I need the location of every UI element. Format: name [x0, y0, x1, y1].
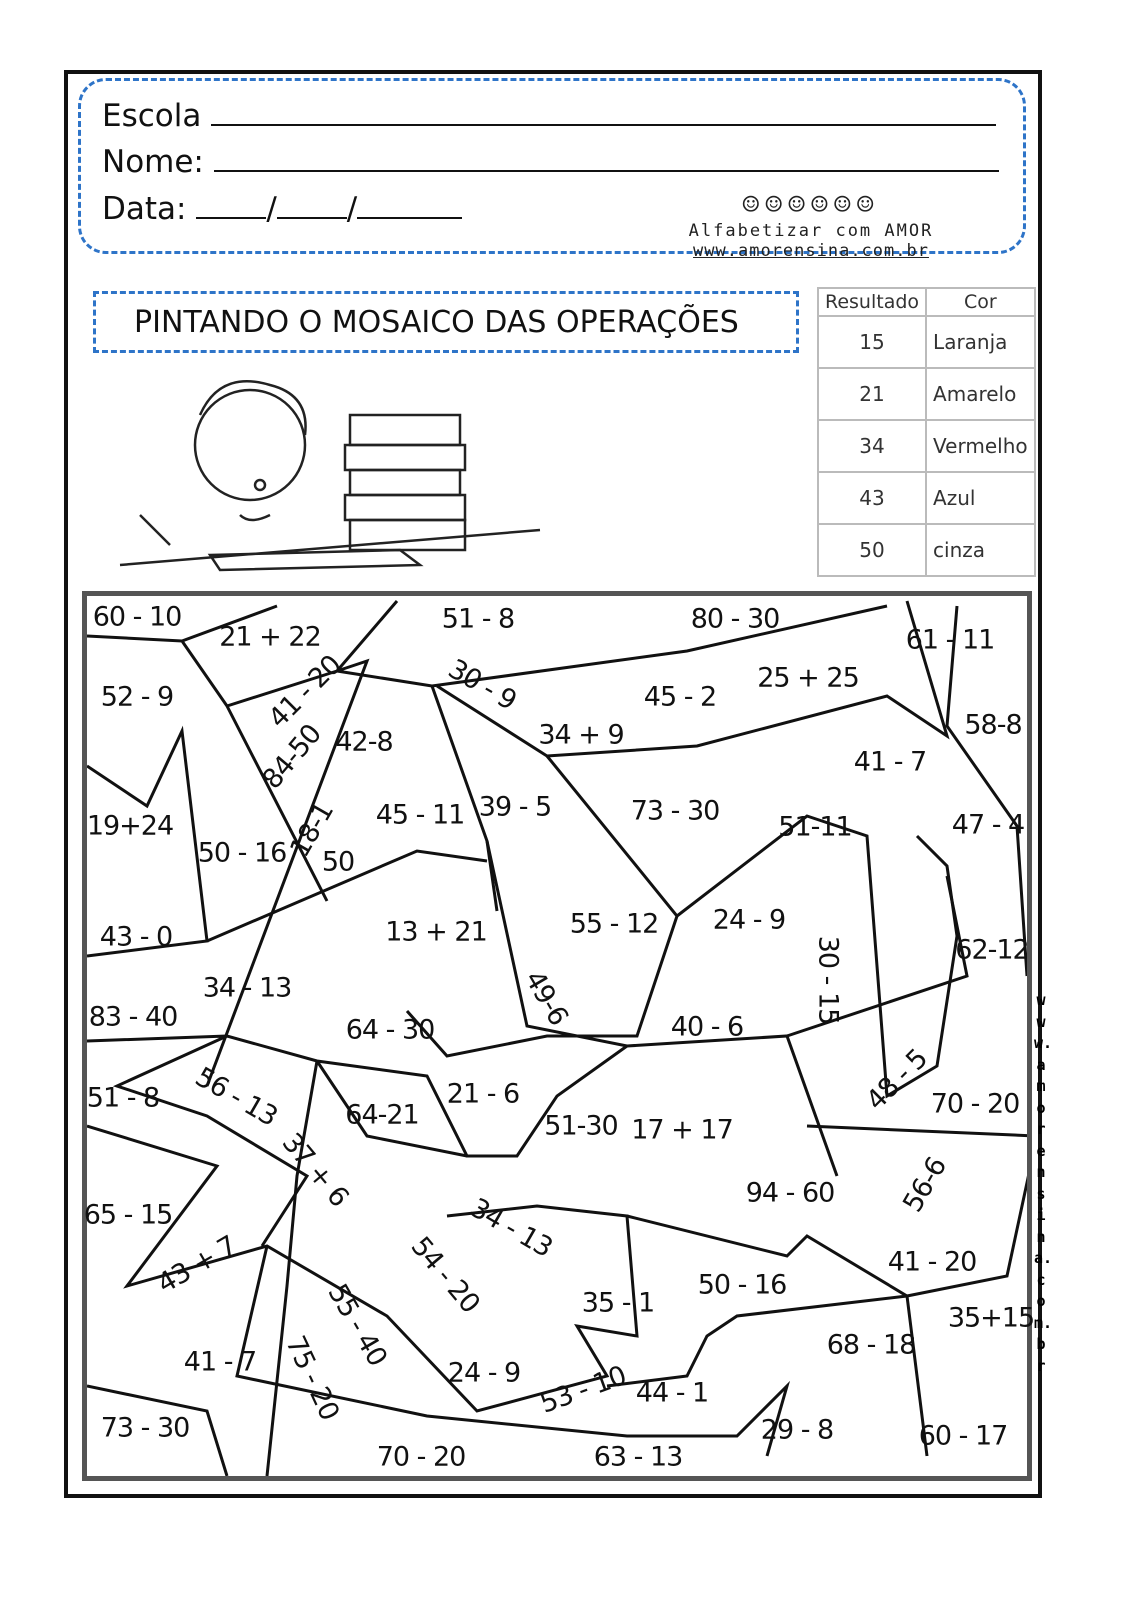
mosaic-operation: 70 - 20	[930, 1088, 1020, 1120]
operations-mosaic	[82, 591, 1035, 1481]
mosaic-operation: 68 - 18	[826, 1329, 916, 1361]
legend-result: 43	[818, 472, 926, 524]
legend-color: cinza	[926, 524, 1035, 576]
legend-result: 15	[818, 316, 926, 368]
mosaic-operation: 51-30	[544, 1110, 618, 1142]
header-color: Cor	[926, 288, 1035, 316]
kids-faces-icon: ☺☺☺☺☺☺	[742, 188, 880, 221]
mosaic-operation: 45 - 2	[643, 681, 717, 713]
school-label: Escola	[102, 98, 202, 134]
mosaic-operation: 83 - 40	[88, 1001, 178, 1033]
mosaic-operation: 49-6	[518, 965, 574, 1031]
date-label: Data:	[102, 191, 187, 227]
mosaic-operation: 73 - 30	[630, 795, 720, 827]
logo-text: Alfabetizar com AMOR	[688, 221, 934, 241]
mosaic-operation: 34 - 13	[464, 1192, 558, 1264]
mosaic-operation: 41 - 20	[887, 1246, 977, 1278]
color-legend-table	[817, 287, 1036, 577]
mosaic-operation: 47 - 4	[951, 809, 1025, 841]
legend-color: Vermelho	[926, 420, 1035, 472]
mosaic-operation: 54 - 20	[404, 1231, 486, 1319]
mosaic-operation: 39 - 5	[478, 791, 552, 823]
legend-color: Azul	[926, 472, 1035, 524]
mosaic-operation: 60 - 10	[92, 601, 182, 633]
mosaic-operation: 30 - 9	[442, 653, 522, 717]
date-field[interactable]: Data: / /	[102, 191, 462, 227]
mosaic-operation: 51 - 8	[86, 1082, 160, 1114]
mosaic-operation: 35+15	[947, 1302, 1035, 1334]
side-watermark-url: www.amorensina.com.br	[1034, 991, 1053, 1375]
mosaic-operation: 53 - 10	[536, 1360, 630, 1420]
mosaic-operation: 51-11	[778, 811, 852, 843]
mosaic-operation: 37 + 6	[275, 1127, 355, 1213]
mosaic-operation: 63 - 13	[593, 1441, 683, 1473]
mosaic-operation: 50 - 16	[197, 837, 287, 869]
name-label: Nome:	[102, 144, 204, 180]
mosaic-operation: 24 - 9	[447, 1357, 521, 1389]
mosaic-operation: 21 + 22	[219, 621, 321, 653]
mosaic-operation: 62-12	[955, 934, 1029, 966]
mosaic-operation: 34 - 13	[202, 972, 292, 1004]
mosaic-operation: 52 - 9	[100, 681, 174, 713]
legend-color: Laranja	[926, 316, 1035, 368]
mosaic-operation: 94 - 60	[745, 1177, 835, 1209]
mosaic-operation: 80 - 30	[690, 603, 780, 635]
mosaic-operation: 30 - 15	[812, 935, 844, 1025]
mosaic-operation: 48 - 5	[860, 1043, 934, 1117]
logo-url: www.amorensina.com.br	[693, 241, 929, 261]
mosaic-operation: 41 - 20	[262, 649, 348, 735]
page-title: PINTANDO O MOSAICO DAS OPERAÇÕES	[93, 291, 799, 353]
mosaic-operation: 40 - 6	[670, 1011, 744, 1043]
mosaic-operation: 24 - 9	[712, 904, 786, 936]
mosaic-operation: 64-21	[345, 1099, 419, 1131]
mosaic-operation: 29 - 8	[760, 1414, 834, 1446]
boy-studying-illustration	[100, 365, 550, 580]
mosaic-operation: 34 + 9	[538, 719, 624, 751]
mosaic-operation: 70 - 20	[376, 1441, 466, 1473]
mosaic-operation: 25 + 25	[757, 662, 859, 694]
mosaic-operation: 45 - 11	[375, 799, 465, 831]
mosaic-operation: 43 - 0	[99, 921, 173, 953]
name-field[interactable]	[102, 144, 999, 180]
legend-result: 21	[818, 368, 926, 420]
header-result: Resultado	[818, 288, 926, 316]
mosaic-operation: 50 - 16	[697, 1269, 787, 1301]
mosaic-operation: 13 + 21	[385, 916, 487, 948]
mosaic-operation: 35 - 1	[581, 1287, 655, 1319]
mosaic-operation: 64 - 30	[345, 1014, 435, 1046]
mosaic-operation: 73 - 30	[100, 1412, 190, 1444]
mosaic-operation: 65 - 15	[83, 1199, 173, 1231]
mosaic-operation: 41 - 7	[183, 1346, 257, 1378]
mosaic-operation: 58-8	[964, 709, 1022, 741]
mosaic-operation: 21 - 6	[446, 1078, 520, 1110]
legend-color: Amarelo	[926, 368, 1035, 420]
mosaic-operation: 18-1	[284, 797, 340, 863]
legend-result: 34	[818, 420, 926, 472]
mosaic-operation: 41 - 7	[853, 746, 927, 778]
mosaic-operation: 56 - 13	[189, 1061, 283, 1133]
mosaic-operation: 84-50	[256, 718, 328, 796]
mosaic-operation: 61 - 11	[905, 624, 995, 656]
school-field[interactable]	[102, 98, 996, 134]
legend-result: 50	[818, 524, 926, 576]
mosaic-operation: 19+24	[86, 810, 174, 842]
mosaic-operation: 55 - 12	[569, 908, 659, 940]
mosaic-operation: 17 + 17	[631, 1114, 733, 1146]
mosaic-operation: 60 - 17	[918, 1420, 1008, 1452]
mosaic-operation: 55 - 40	[321, 1278, 393, 1372]
mosaic-operation: 43 + 7	[152, 1230, 242, 1300]
mosaic-operation: 56-6	[897, 1152, 953, 1218]
mosaic-operation: 50	[321, 846, 355, 878]
mosaic-operation: 42-8	[335, 726, 393, 758]
mosaic-operation: 44 - 1	[635, 1377, 709, 1409]
logo	[616, 188, 1006, 261]
mosaic-operation: 75 - 20	[279, 1331, 345, 1425]
mosaic-operation: 51 - 8	[441, 603, 515, 635]
